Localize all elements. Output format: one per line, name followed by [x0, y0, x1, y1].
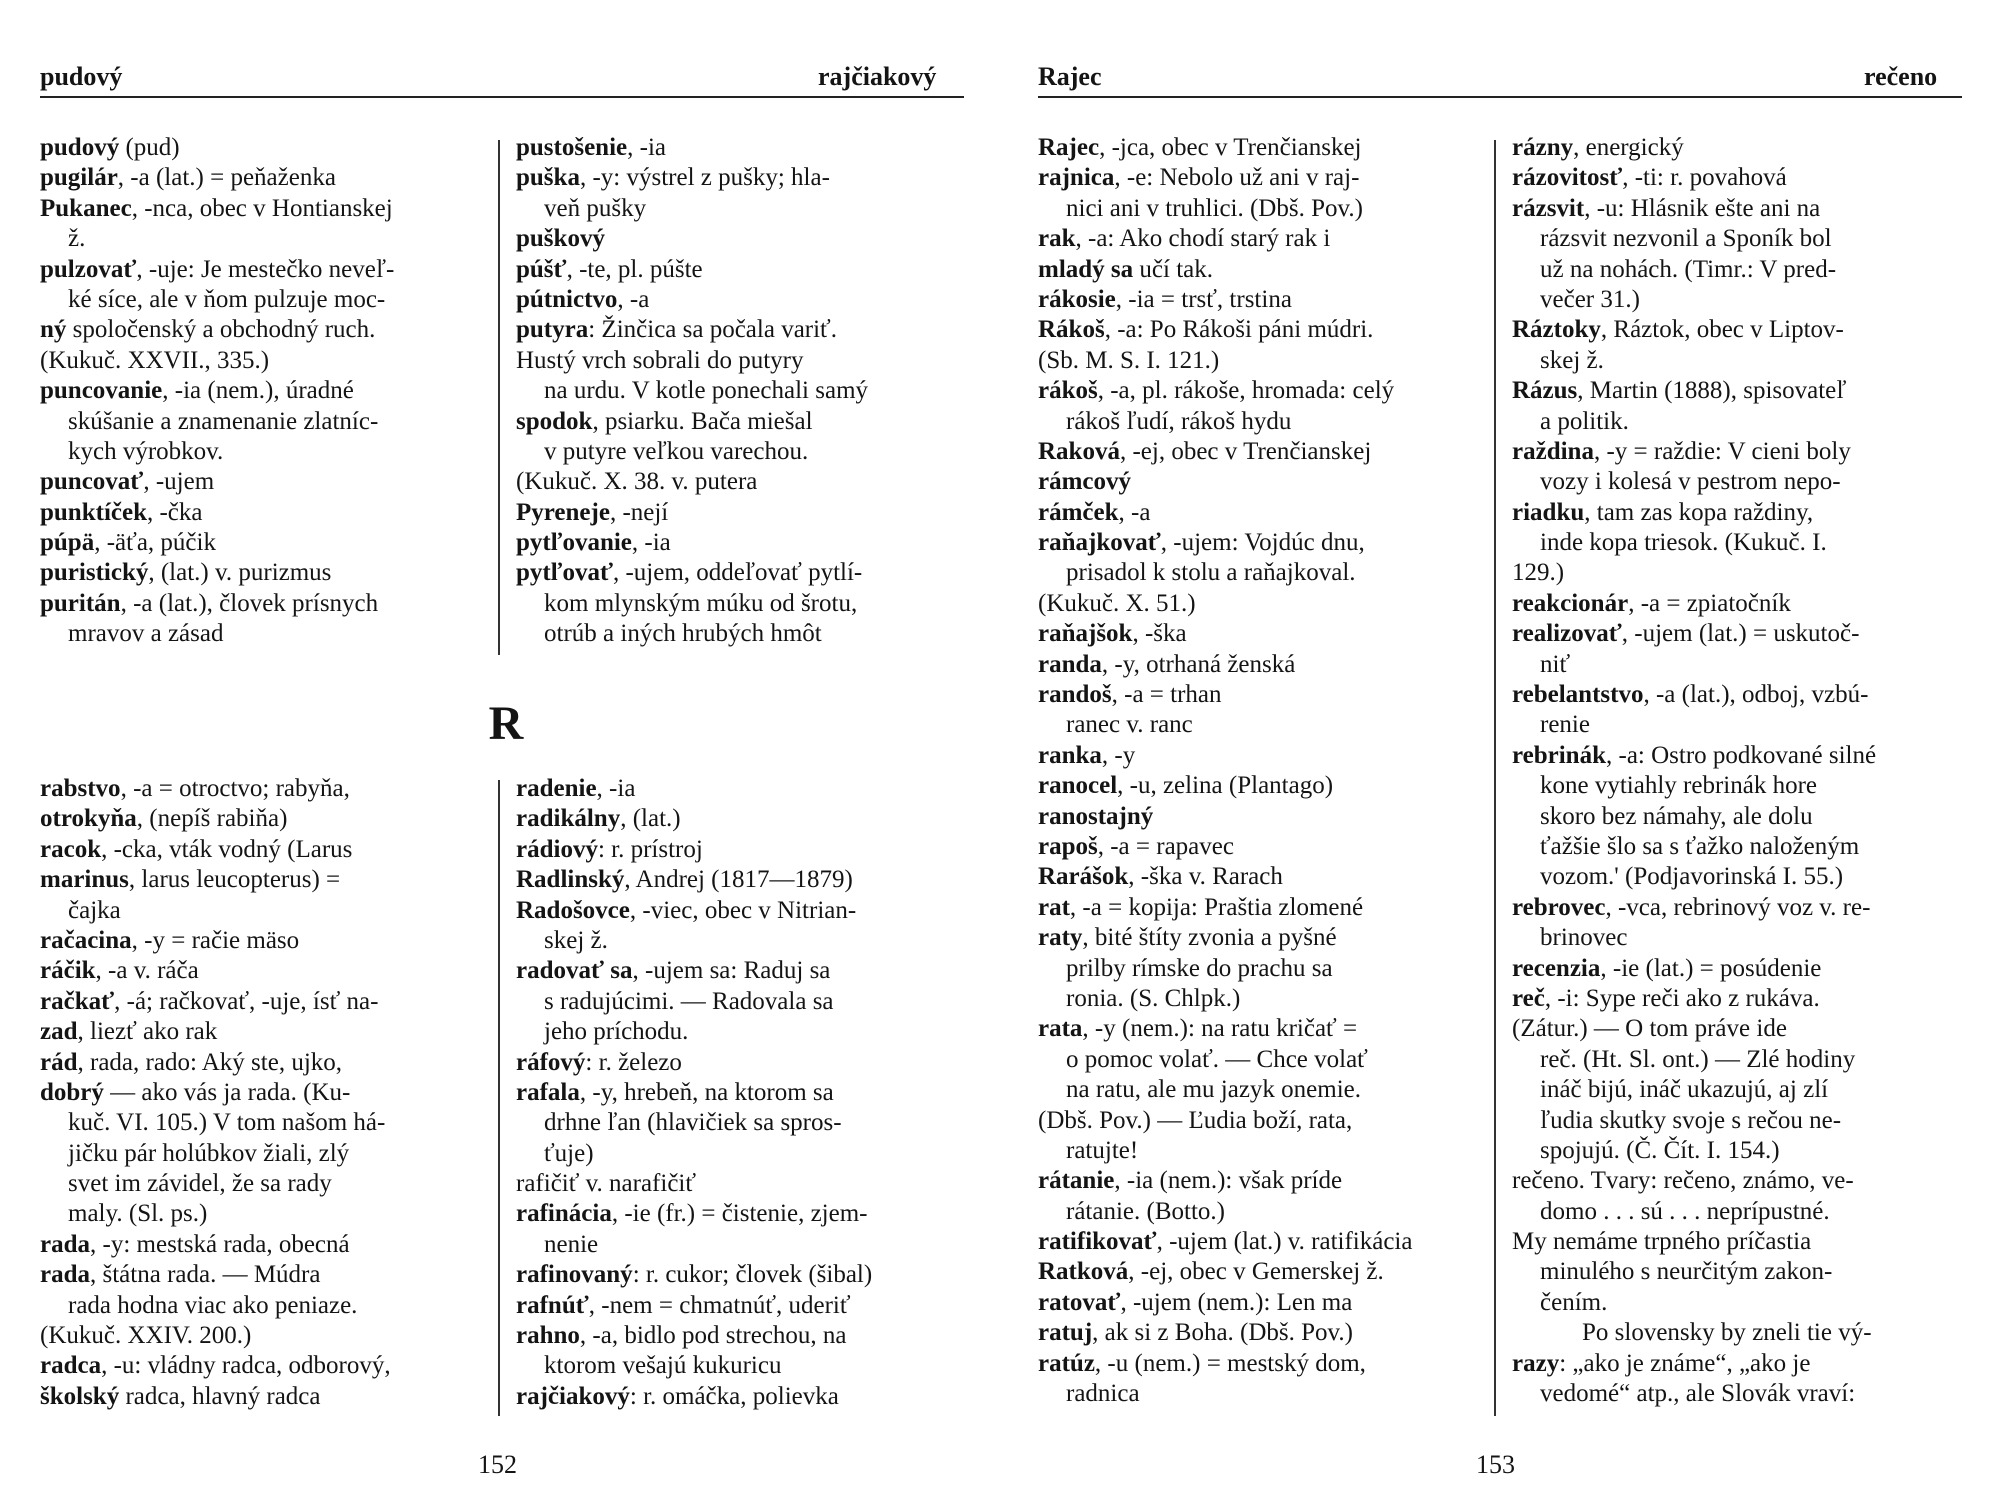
headword: razy: [1512, 1349, 1560, 1377]
entry-line: rafala, -y, hrebeň, na ktorom sa: [516, 1078, 834, 1106]
entry-line: Ráztoky, Ráztok, obec v Liptov-: [1512, 316, 1844, 344]
headword: rebrovec: [1512, 893, 1606, 921]
entry-line: kone vytiahly rebrinák hore: [1540, 772, 1817, 800]
headword: rátanie: [1038, 1167, 1115, 1195]
headword: račkať: [40, 987, 115, 1015]
running-head-left: Rajec: [1038, 62, 1102, 91]
entry-line: raždina, -y = raždie: V cieni boly: [1512, 437, 1851, 465]
entry-line: rázny, energický: [1512, 134, 1684, 161]
headword: rebelantstvo: [1512, 681, 1644, 709]
entry-line: račkať, -á; račkovať, -uje, ísť na-: [40, 987, 379, 1015]
entry-line: Radlinský, Andrej (1817—1879): [516, 866, 853, 894]
headword: rázsvit: [1512, 194, 1585, 222]
entry-line: Rázus, Martin (1888), spisovateľ: [1512, 377, 1847, 405]
headword: puškový: [516, 225, 605, 253]
entry-line: rajnica, -e: Nebolo už ani v raj-: [1038, 164, 1360, 192]
entry-line: rátanie. (Botto.): [1066, 1197, 1225, 1225]
entry-line: ináč bijú, ináč ukazujú, aj zlí: [1540, 1076, 1829, 1104]
entry-line: vozy i kolesá v pestrom nepo-: [1540, 468, 1841, 496]
entry-line: ranocel, -u, zelina (Plantago): [1038, 772, 1334, 800]
entry-line: rafinovaný: r. cukor; človek (šibal): [516, 1261, 873, 1289]
running-head-right: rajčiakový: [818, 62, 937, 91]
headword: puristický: [40, 559, 149, 587]
headword: raždina: [1512, 437, 1594, 465]
entry-line: ťažšie šlo sa s ťažko naloženým: [1540, 832, 1860, 860]
entry-line: rabstvo, -a = otroctvo; rabyňa,: [40, 775, 350, 802]
entry-line: jeho príchodu.: [544, 1018, 689, 1046]
headword: Ratková: [1038, 1258, 1129, 1286]
headword: ráfový: [516, 1048, 586, 1076]
entry-line: prilby rímske do prachu sa: [1066, 954, 1333, 982]
entry-line: zad, liezť ako rak: [40, 1018, 218, 1046]
headword: rabstvo: [40, 775, 121, 802]
entry-line: školský radca, hlavný radca: [40, 1382, 321, 1410]
section-letter: R: [488, 697, 524, 750]
headword: pytľovanie: [516, 529, 632, 557]
headword: rádiový: [516, 835, 598, 863]
entry-line: ratovať, -ujem (nem.): Len ma: [1038, 1288, 1353, 1316]
entry-line: púšť, -te, pl. púšte: [516, 255, 703, 283]
headword: ratuj: [1038, 1319, 1093, 1347]
headword: raňajkovať: [1038, 529, 1161, 557]
entry-line: minulého s neurčitým zakon-: [1540, 1258, 1833, 1286]
headword: radovať sa: [516, 957, 633, 985]
entry-line: púpä, -äťa, púčik: [40, 529, 216, 557]
headword: Pyreneje: [516, 498, 610, 526]
headword: dobrý: [40, 1078, 104, 1106]
entry-line: radikálny, (lat.): [516, 805, 681, 833]
headword: punktíček: [40, 498, 147, 526]
entry-line: ráfový: r. železo: [516, 1048, 682, 1076]
headword: rada: [40, 1261, 90, 1289]
headword: pudový: [40, 134, 120, 161]
running-head-left: pudový: [40, 62, 123, 91]
entry-line: [516, 224, 868, 254]
entry-line: rada, -y: mestská rada, obecná: [40, 1230, 350, 1258]
entry-line: Radošovce, -viec, obec v Nitrian-: [516, 896, 857, 924]
running-head-right: rečeno: [1864, 62, 1938, 91]
headword: ratovať: [1038, 1288, 1121, 1316]
headword: puška: [516, 164, 580, 192]
headword: rajčiakový: [516, 1382, 630, 1410]
entry-line: pugilár, -a (lat.) = peňaženka: [40, 164, 336, 192]
header-rule: [1038, 96, 1962, 98]
entry-column: [1038, 133, 1412, 1409]
column-divider: [498, 780, 500, 1416]
headword: racok: [40, 835, 102, 863]
entry-line: My nemáme trpného príčastia: [1512, 1228, 1812, 1256]
entry-line: pustošenie, -ia: [516, 134, 667, 161]
entry-line: rada hodna viac ako peniaze.: [68, 1291, 358, 1319]
entry-line: radnica: [1066, 1380, 1140, 1408]
entry-line: rákoš, -a, pl. rákoše, hromada: celý: [1038, 377, 1395, 405]
headword: Rázus: [1512, 377, 1578, 405]
entry-line: rat, -a = kopija: Praštia zlomené: [1038, 893, 1364, 921]
headword: rázny: [1512, 134, 1574, 161]
headword: ranocel: [1038, 772, 1118, 800]
entry-line: s radujúcimi. — Radovala sa: [544, 987, 834, 1015]
entry-line: brinovec: [1540, 924, 1628, 952]
headword: ratifikovať: [1038, 1228, 1157, 1256]
entry-line: mladý sa učí tak.: [1038, 255, 1213, 283]
entry-line: ké síce, ale v ňom pulzuje moc-: [68, 285, 386, 313]
entry-line: ratúz, -u (nem.) = mestský dom,: [1038, 1349, 1366, 1377]
entry-line: (Kukuč. XXIV. 200.): [40, 1322, 252, 1350]
entry-line: 129.): [1512, 559, 1565, 587]
headword: zad: [40, 1018, 78, 1046]
column-divider: [498, 140, 500, 655]
entry-line: Pukanec, -nca, obec v Hontianskej: [40, 194, 393, 222]
entry-line: Rajec, -jca, obec v Trenčianskej: [1038, 134, 1362, 161]
entry-line: ratifikovať, -ujem (lat.) v. ratifikácia: [1038, 1228, 1413, 1256]
headword: púšť: [516, 255, 567, 283]
headword: rat: [1038, 893, 1070, 921]
entry-line: ktorom vešajú kukuricu: [544, 1352, 782, 1380]
headword: puritán: [40, 589, 121, 617]
headword: pulzovať: [40, 255, 137, 283]
headword: ráčik: [40, 957, 96, 985]
headword: marinus: [40, 866, 129, 894]
entry-line: nici ani v truhlici. (Dbš. Pov.): [1066, 194, 1363, 222]
entry-line: radenie, -ia: [516, 775, 636, 802]
entry-line: ratuj, ak si z Boha. (Dbš. Pov.): [1038, 1319, 1354, 1347]
entry-line: raty, bité štíty zvonia a pyšné: [1038, 924, 1337, 952]
headword: rafinovaný: [516, 1261, 633, 1289]
entry-line: racok, -cka, vták vodný (Larus: [40, 835, 353, 863]
entry-line: čením.: [1540, 1288, 1608, 1316]
entry-line: rád, rada, rado: Aký ste, ujko,: [40, 1048, 343, 1076]
headword: rajnica: [1038, 164, 1115, 192]
entry-line: rebelantstvo, -a (lat.), odboj, vzbú-: [1512, 681, 1869, 709]
headword: radikálny: [516, 805, 621, 833]
headword: Rákoš: [1038, 316, 1105, 344]
entry-line: Pyreneje, -nejí: [516, 498, 669, 526]
entry-line: jičku pár holúbkov žiali, zlý: [68, 1139, 350, 1167]
headword: rata: [1038, 1015, 1083, 1043]
headword: rámcový: [1038, 468, 1132, 496]
entry-line: randa, -y, otrhaná ženská: [1038, 650, 1296, 678]
entry-line: račacina, -y = račie mäso: [40, 926, 300, 954]
headword: ranka: [1038, 741, 1102, 769]
headword: rak: [1038, 225, 1076, 253]
entry-line: (Zátur.) — O tom práve ide: [1512, 1015, 1787, 1043]
headword: otrokyňa: [40, 805, 137, 833]
entry-line: niť: [1540, 650, 1571, 678]
headword: račacina: [40, 926, 132, 954]
headword: pútnictvo: [516, 285, 618, 313]
entry-line: inde kopa triesok. (Kukuč. I.: [1540, 529, 1827, 557]
entry-column: [516, 133, 868, 650]
header-rule: [40, 96, 964, 98]
entry-line: marinus, larus leucopterus) =: [40, 866, 341, 894]
headword: Rarášok: [1038, 863, 1129, 891]
entry-line: ronia. (S. Chlpk.): [1066, 984, 1241, 1012]
entry-line: rapoš, -a = rapavec: [1038, 832, 1234, 860]
entry-line: puncovať, -ujem: [40, 468, 215, 496]
headword: spodok: [516, 407, 593, 435]
entry-line: (Kukuč. X. 51.): [1038, 589, 1196, 617]
entry-line: [1038, 802, 1412, 832]
headword: reč: [1512, 984, 1545, 1012]
entry-line: rázsvit, -u: Hlásnik ešte ani na: [1512, 194, 1821, 222]
entry-line: Rarášok, -ška v. Rarach: [1038, 863, 1283, 891]
entry-line: (Sb. M. S. I. 121.): [1038, 346, 1220, 374]
entry-line: skúšanie a znamenanie zlatníc-: [68, 407, 379, 435]
entry-line: rahno, -a, bidlo pod strechou, na: [516, 1322, 847, 1350]
entry-line: rádiový: r. prístroj: [516, 835, 703, 863]
entry-line: razy: „ako je známe“, „ako je: [1512, 1349, 1811, 1377]
entry-line: reakcionár, -a = zpiatočník: [1512, 589, 1791, 617]
entry-line: spodok, psiarku. Bača miešal: [516, 407, 813, 435]
entry-line: čajka: [68, 896, 121, 924]
entry-line: ranec v. ranc: [1066, 711, 1193, 739]
entry-line: domo . . . sú . . . neprípustné.: [1540, 1197, 1830, 1225]
headword: púpä: [40, 529, 95, 557]
page-number: 152: [478, 1450, 517, 1479]
entry-line: ľudia skutky svoje s rečou ne-: [1540, 1106, 1842, 1134]
entry-line: rafičiť v. narafičiť: [516, 1170, 697, 1198]
entry-line: reč, -i: Sype reči ako z rukáva.: [1512, 984, 1820, 1012]
entry-line: (Dbš. Pov.) — Ľudia boží, rata,: [1038, 1106, 1353, 1134]
entry-line: pulzovať, -uje: Je mestečko neveľ-: [40, 255, 395, 283]
entry-line: rebrovec, -vca, rebrinový voz v. re-: [1512, 893, 1871, 921]
entry-line: kom mlynským múku od šrotu,: [544, 589, 858, 617]
entry-line: ťuje): [544, 1139, 594, 1167]
entry-line: rada, štátna rada. — Múdra: [40, 1261, 321, 1289]
entry-line: rákoš ľudí, rákoš hydu: [1066, 407, 1292, 435]
headword: rázovitosť: [1512, 164, 1623, 192]
headword: pytľovať: [516, 559, 613, 587]
headword: Rajec: [1038, 134, 1100, 161]
headword: ný: [40, 316, 67, 344]
entry-line: raňajšok, -ška: [1038, 620, 1187, 648]
entry-line: dobrý — ako vás ja rada. (Ku-: [40, 1078, 351, 1106]
entry-line: mravov a zásad: [68, 620, 224, 648]
entry-line: večer 31.): [1540, 285, 1640, 313]
headword: recenzia: [1512, 954, 1601, 982]
headword: ratúz: [1038, 1349, 1095, 1377]
entry-line: vozom.' (Podjavorinská I. 55.): [1540, 863, 1844, 891]
headword: rafinácia: [516, 1200, 612, 1228]
entry-line: radovať sa, -ujem sa: Raduj sa: [516, 957, 831, 985]
entry-line: skoro bez námahy, ale dolu: [1540, 802, 1813, 830]
entry-line: reč. (Ht. Sl. ont.) — Zlé hodiny: [1540, 1045, 1856, 1073]
entry-line: a politik.: [1540, 407, 1629, 435]
entry-line: rákosie, -ia = trsť, trstina: [1038, 285, 1292, 313]
entry-line: recenzia, -ie (lat.) = posúdenie: [1512, 954, 1822, 982]
entry-line: puška, -y: výstrel z pušky; hla-: [516, 164, 830, 192]
entry-line: rafinácia, -ie (fr.) = čistenie, zjem-: [516, 1200, 868, 1228]
headword: reakcionár: [1512, 589, 1629, 617]
headword: randoš: [1038, 681, 1112, 709]
entry-line: puritán, -a (lat.), človek prísnych: [40, 589, 379, 617]
entry-line: kuč. VI. 105.) V tom našom há-: [68, 1109, 386, 1137]
entry-line: nenie: [544, 1230, 599, 1258]
entry-line: putyra: Žinčica sa počala variť.: [516, 316, 837, 344]
entry-line: na urdu. V kotle ponechali samý: [544, 377, 869, 405]
headword: radca: [40, 1352, 102, 1380]
entry-line: renie: [1540, 711, 1590, 739]
headword: rámček: [1038, 498, 1119, 526]
entry-line: pytľovanie, -ia: [516, 529, 671, 557]
headword: Ráztoky: [1512, 316, 1601, 344]
right-page: [998, 0, 1996, 1500]
headword: putyra: [516, 316, 589, 344]
entry-line: už na nohách. (Timr.: V pred-: [1540, 255, 1837, 283]
entry-line: puristický, (lat.) v. purizmus: [40, 559, 332, 587]
entry-column: [40, 774, 391, 1412]
entry-line: punktíček, -čka: [40, 498, 203, 526]
entry-line: Ratková, -ej, obec v Gemerskej ž.: [1038, 1258, 1384, 1286]
headword: rákosie: [1038, 285, 1116, 313]
entry-line: veň pušky: [544, 194, 647, 222]
headword: rád: [40, 1048, 78, 1076]
entry-line: spojujú. (Č. Čít. I. 154.): [1540, 1136, 1780, 1164]
entry-line: vedomé“ atp., ale Slovák vraví:: [1540, 1380, 1856, 1408]
entry-line: (Kukuč. X. 38. v. putera: [516, 468, 758, 496]
entry-line: puncovanie, -ia (nem.), úradné: [40, 377, 354, 405]
entry-line: pútnictvo, -a: [516, 285, 650, 313]
entry-line: realizovať, -ujem (lat.) = uskutoč-: [1512, 620, 1860, 648]
entry-line: kych výrobkov.: [68, 437, 224, 465]
entry-line: skej ž.: [1540, 346, 1604, 374]
entry-line: maly. (Sl. ps.): [68, 1200, 208, 1228]
entry-line: [1038, 467, 1412, 497]
entry-line: na ratu, ale mu jazyk onemie.: [1066, 1076, 1362, 1104]
headword: rapoš: [1038, 832, 1098, 860]
entry-line: rečeno. Tvary: rečeno, známo, ve-: [1512, 1167, 1854, 1195]
entry-line: rázovitosť, -ti: r. povahová: [1512, 164, 1787, 192]
entry-line: radca, -u: vládny radca, odborový,: [40, 1352, 391, 1380]
entry-line: Hustý vrch sobrali do putyry: [516, 346, 804, 374]
headword: pugilár: [40, 164, 118, 192]
entry-line: randoš, -a = trhan: [1038, 681, 1222, 709]
entry-line: prisadol k stolu a raňajkoval.: [1066, 559, 1356, 587]
headword: raňajšok: [1038, 620, 1133, 648]
headword: rebrinák: [1512, 741, 1606, 769]
entry-line: ž.: [68, 225, 86, 253]
column-divider: [1494, 140, 1496, 1416]
headword: pustošenie: [516, 134, 628, 161]
headword: randa: [1038, 650, 1102, 678]
headword: Radlinský: [516, 866, 625, 894]
entry-line: rajčiakový: r. omáčka, polievka: [516, 1382, 839, 1410]
page-number: 153: [1476, 1450, 1515, 1479]
headword: rada: [40, 1230, 90, 1258]
headword: rafnúť: [516, 1291, 589, 1319]
headword: riadku: [1512, 498, 1585, 526]
entry-line: ratujte!: [1066, 1136, 1139, 1164]
headword: Pukanec: [40, 194, 132, 222]
entry-line: rázsvit nezvonil a Sponík bol: [1540, 225, 1832, 253]
entry-line: v putyre veľkou varechou.: [544, 437, 809, 465]
headword: raty: [1038, 924, 1083, 952]
entry-line: riadku, tam zas kopa raždiny,: [1512, 498, 1814, 526]
headword: puncovanie: [40, 377, 163, 405]
headword: ranostajný: [1038, 802, 1154, 830]
entry-line: ranka, -y: [1038, 741, 1136, 769]
headword: rákoš: [1038, 377, 1098, 405]
entry-line: Rákoš, -a: Po Rákoši páni múdri.: [1038, 316, 1374, 344]
entry-line: rátanie, -ia (nem.): však príde: [1038, 1167, 1343, 1195]
entry-line: skej ž.: [544, 926, 608, 954]
entry-line: svet im závidel, že sa rady: [68, 1170, 332, 1198]
entry-line: otrúb a iných hrubých hmôt: [544, 620, 822, 648]
headword: rahno: [516, 1322, 580, 1350]
entry-line: (Kukuč. XXVII., 335.): [40, 346, 270, 374]
entry-line: rafnúť, -nem = chmatnúť, uderiť: [516, 1291, 851, 1319]
entry-line: otrokyňa, (nepíš rabiňa): [40, 805, 288, 833]
headword: Raková: [1038, 437, 1120, 465]
headword: radenie: [516, 775, 597, 802]
entry-line: rak, -a: Ako chodí starý rak i: [1038, 225, 1331, 253]
headword: realizovať: [1512, 620, 1622, 648]
entry-column: [1512, 133, 1876, 1409]
entry-line: pytľovať, -ujem, oddeľovať pytlí-: [516, 559, 863, 587]
headword: mladý sa: [1038, 255, 1134, 283]
entry-column: [40, 133, 394, 650]
entry-line: rata, -y (nem.): na ratu kričať =: [1038, 1015, 1358, 1043]
entry-line: o pomoc volať. — Chce volať: [1066, 1045, 1368, 1073]
entry-line: raňajkovať, -ujem: Vojdúc dnu,: [1038, 529, 1365, 557]
headword: Radošovce: [516, 896, 630, 924]
entry-line: rebrinák, -a: Ostro podkované silné: [1512, 741, 1877, 769]
headword: puncovať: [40, 468, 144, 496]
entry-line: drhne ľan (hlavičiek sa spros-: [544, 1109, 842, 1137]
entry-line: ný spoločenský a obchodný ruch.: [40, 316, 376, 344]
entry-column: [516, 774, 872, 1412]
entry-line: rámček, -a: [1038, 498, 1151, 526]
headword: školský: [40, 1382, 120, 1410]
entry-line: Raková, -ej, obec v Trenčianskej: [1038, 437, 1372, 465]
entry-line: ráčik, -a v. ráča: [40, 957, 199, 985]
entry-line: Po slovensky by zneli tie vý-: [1582, 1319, 1872, 1347]
entry-line: pudový (pud): [40, 134, 180, 161]
headword: rafala: [516, 1078, 580, 1106]
